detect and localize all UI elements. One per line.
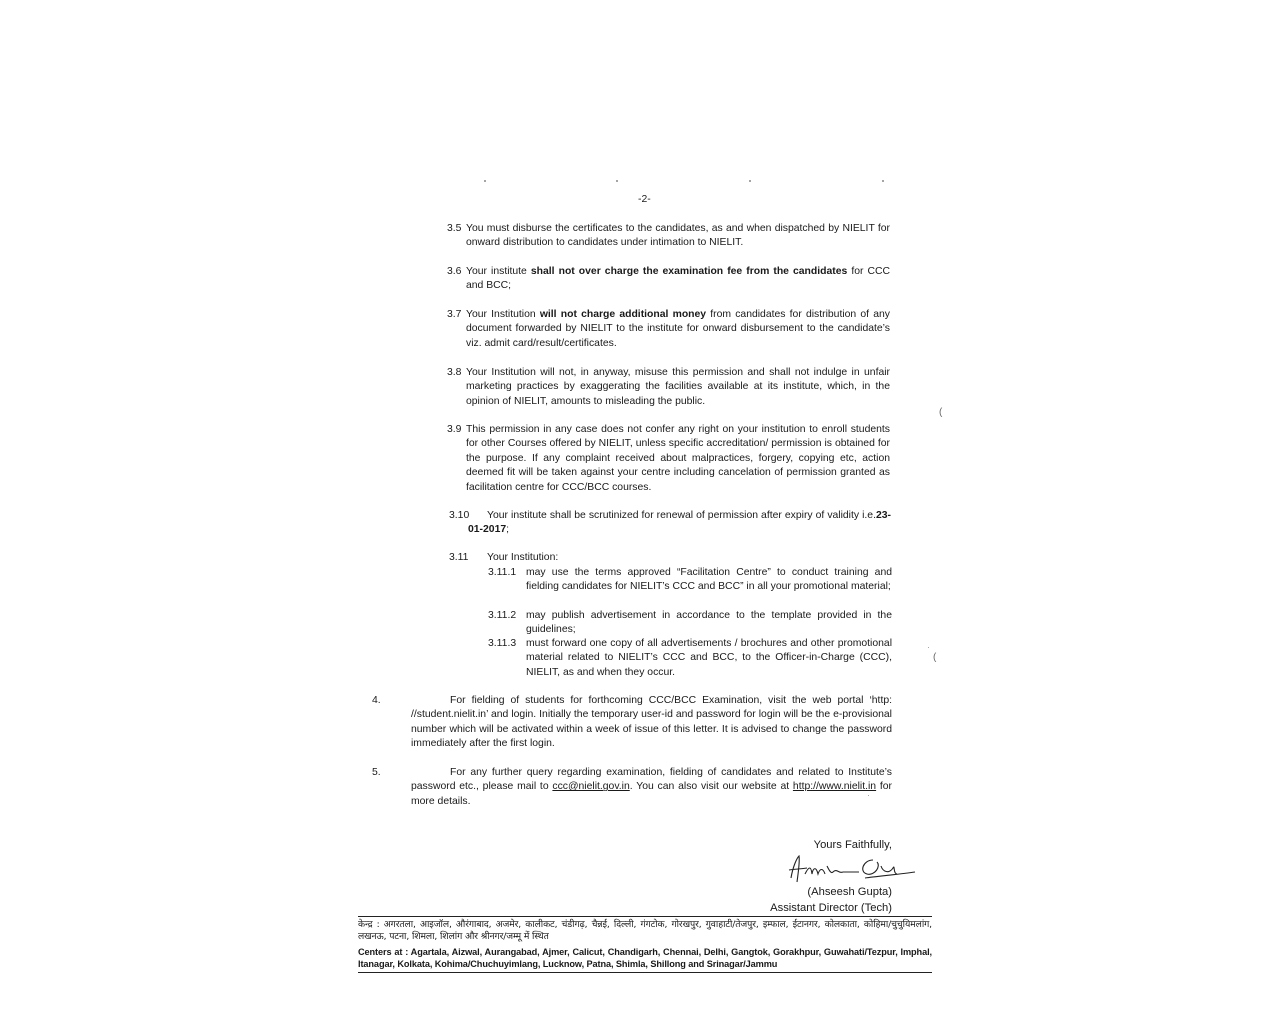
page-number: -2- <box>638 194 651 205</box>
clause-text: Your institute shall not over charge the examination fee from the candidates for CCC and BCC; <box>466 266 890 292</box>
clause-number: 3.10 <box>449 510 470 521</box>
scan-dot <box>882 180 884 182</box>
subclause-text: may use the terms approved “Facilitation Centre” to conduct training and fielding candidates for NIELIT’s CCC and BCC” in all your promotional material; <box>526 567 892 593</box>
clause-text: Your institute shall be scrutinized for renewal of permission after expiry of validity i.e.23-01-2017; <box>468 510 891 536</box>
point-number: 5. <box>372 767 381 778</box>
margin-mark: ( <box>933 652 937 663</box>
margin-mark: ( <box>939 407 943 418</box>
clause-number: 3.8 <box>447 367 462 378</box>
subclause-text: may publish advertisement in accordance to the template provided in the guidelines; <box>526 610 892 636</box>
subclause-number: 3.11.2 <box>488 610 517 621</box>
clause-text: This permission in any case does not confer any right on your institution to enroll students for other Courses offered by NIELIT, unless specific accreditation/ permission is obtained for the purpose. If any complaint received about malpractices, forgery, copying etc, action deemed fit will be taken against your centre including cancelation of permission granted as facilitation centre for CCC/BCC courses. <box>466 424 890 493</box>
point-text: 4. For fielding of students for forthcoming CCC/BCC Examination, visit the web portal ‘http: //student.nielit.in’ and login. Initially the temporary user-id and password for login will be the e-provisional number which will be activated within a week of issue of this letter. It is advised to change the password immediately after the first login. <box>372 695 892 750</box>
salutation: Yours Faithfully, <box>813 839 892 851</box>
footer-top-rule <box>358 916 932 917</box>
point-text: 5. For any further query regarding examination, fielding of candidates and related to Institute’s password etc., please mail to ccc@nielit.gov.in. You can also visit our website at http://www.nielit.in for more details. <box>372 767 893 807</box>
clause-number: 3.7 <box>447 309 462 320</box>
footer-hindi-centers: केन्द्र : अगरतला, आइजॉल, औरंगाबाद, अजमेर, कालीकट, चंडीगढ़, चैन्नई, दिल्ली, गंगटोक, गोरखपुर, गुवाहाटी/तेजपुर, इम्फाल, ईटानगर, कोलकाता, कोहिमा/चुचुयिमलांग, लखनऊ, पटना, शिमला, शिलांग और श्रीनगर/जम्मू में स्थित <box>358 919 932 942</box>
clause-number: 3.11 <box>449 552 469 563</box>
clause-text: Your Institution will not charge additional money from candidates for distribution of any document forwarded by NIELIT to the institute for onward disbursement to the candidate’s viz. admit card/result/certificates. <box>466 309 890 349</box>
subclause-number: 3.11.3 <box>488 638 517 649</box>
footer-english-centers: Centers at : Agartala, Aizwal, Aurangabad, Ajmer, Calicut, Chandigarh, Chennai, Delhi, Gangtok, Gorakhpur, Guwahati/Tezpur, Imphal, Itanagar, Kolkata, Kohima/Chuchuyimlang, Lucknow, Patna, Shimla, Shillong and Srinagar/Jammu <box>358 947 932 969</box>
scan-dot <box>616 180 618 182</box>
scan-dot <box>749 180 751 182</box>
signature-image <box>785 852 920 888</box>
signatory-name: (Ahseesh Gupta) <box>807 886 892 898</box>
scan-dot <box>928 647 929 648</box>
clause-number: 3.6 <box>447 266 462 277</box>
subclause-text: must forward one copy of all advertisements / brochures and other promotional material related to NIELIT’s CCC and BCC, to the Officer-in-Charge (CCC), NIELIT, as and when they occur. <box>526 638 892 678</box>
clause-text: Your Institution will not, in anyway, misuse this permission and shall not indulge in unfair marketing practices by exaggerating the facilities available at its institute, which, in the opinion of NIELIT, amounts to misleading the public. <box>466 367 890 407</box>
email-link[interactable]: ccc@nielit.gov.in <box>552 781 630 793</box>
clause-number: 3.9 <box>447 424 462 435</box>
website-link[interactable]: http://www.nielit.in <box>792 781 877 793</box>
clause-text: Your Institution: <box>487 552 559 563</box>
point-number: 4. <box>372 695 381 706</box>
clause-text: You must disburse the certificates to the candidates, as and when dispatched by NIELIT for onward distribution to candidates under intimation to NIELIT. <box>466 223 890 249</box>
signatory-designation: Assistant Director (Tech) <box>770 902 892 914</box>
scan-dot <box>484 180 486 182</box>
clause-number: 3.5 <box>447 223 462 234</box>
scan-dot <box>868 795 869 796</box>
subclause-number: 3.11.1 <box>488 567 517 578</box>
footer-bottom-rule <box>358 972 932 973</box>
